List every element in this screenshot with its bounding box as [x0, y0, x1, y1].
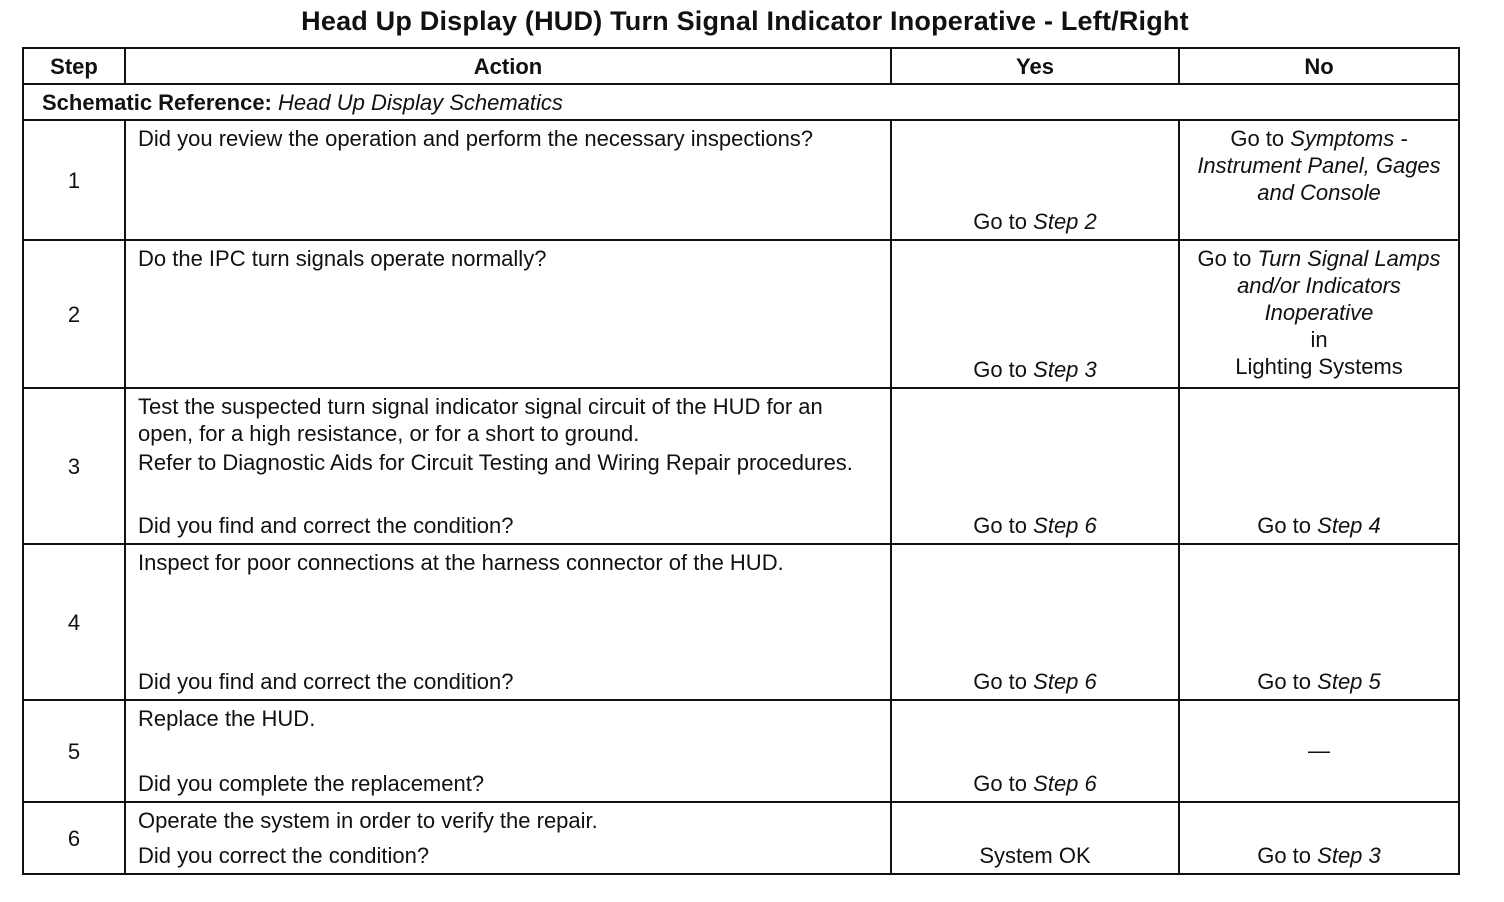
- step-number: 1: [23, 120, 125, 240]
- action-question: Did you correct the condition?: [138, 843, 430, 868]
- table-row: [23, 388, 1459, 544]
- schematic-reference-row: [23, 84, 1459, 120]
- no-cell: [1179, 802, 1459, 874]
- no-symptoms-link[interactable]: Symptoms - Instrument Panel, Gages and Console: [1197, 126, 1441, 205]
- table-row: [23, 544, 1459, 700]
- yes-cell: [891, 544, 1179, 700]
- action-text: Operate the system in order to verify the repair.: [138, 808, 598, 833]
- yes-cell: [891, 240, 1179, 388]
- header-action: Action: [125, 48, 891, 84]
- no-prefix: Go to: [1257, 669, 1312, 694]
- header-yes: Yes: [891, 48, 1179, 84]
- step-number: 3: [23, 388, 125, 544]
- step-number: 6: [23, 802, 125, 874]
- action-cell: [125, 120, 891, 240]
- no-step-link[interactable]: Step 5: [1317, 669, 1381, 694]
- action-cell: [125, 544, 891, 700]
- yes-cell: [891, 388, 1179, 544]
- action-cell: [125, 700, 891, 802]
- yes-step-link[interactable]: Step 6: [1033, 513, 1097, 538]
- no-suffix: in Lighting Systems: [1235, 327, 1403, 379]
- action-question: Did you find and correct the condition?: [138, 669, 514, 694]
- yes-step-link[interactable]: Step 6: [1033, 771, 1097, 796]
- no-cell: [1179, 388, 1459, 544]
- no-prefix: Go to: [1197, 246, 1252, 271]
- yes-step-link[interactable]: Step 2: [1033, 209, 1097, 234]
- action-cell: [125, 802, 891, 874]
- table-row: [23, 240, 1459, 388]
- yes-cell: [891, 120, 1179, 240]
- yes-cell: [891, 700, 1179, 802]
- no-cell: [1179, 700, 1459, 802]
- table-row: [23, 802, 1459, 874]
- no-cell: [1179, 544, 1459, 700]
- step-number: 4: [23, 544, 125, 700]
- action-question: Did you complete the replacement?: [138, 771, 485, 796]
- yes-prefix: Go to: [973, 357, 1028, 382]
- action-cell: [125, 388, 891, 544]
- yes-prefix: Go to: [973, 209, 1028, 234]
- no-cell: [1179, 240, 1459, 388]
- yes-prefix: Go to: [973, 771, 1028, 796]
- step-number: 2: [23, 240, 125, 388]
- yes-system-ok: System OK: [979, 843, 1091, 868]
- no-turn-signal-link[interactable]: Turn Signal Lamps and/or Indicators Inoperative: [1237, 246, 1441, 325]
- diagnostic-table: [22, 47, 1460, 875]
- no-step-link[interactable]: Step 3: [1317, 843, 1381, 868]
- schematic-reference-label: Schematic Reference:: [42, 89, 272, 115]
- schematic-reference-link[interactable]: Head Up Display Schematics: [278, 89, 563, 115]
- yes-step-link[interactable]: Step 6: [1033, 669, 1097, 694]
- action-text: Replace the HUD.: [138, 706, 316, 731]
- yes-cell: [891, 802, 1179, 874]
- header-no: No: [1179, 48, 1459, 84]
- page-title: Head Up Display (HUD) Turn Signal Indicator Inoperative - Left/Right: [301, 6, 1189, 36]
- action-text: Test the suspected turn signal indicator signal circuit of the HUD for an open, for a high resistance, or for a short to ground.: [138, 394, 823, 446]
- no-prefix: Go to: [1257, 513, 1312, 538]
- action-text: Refer to Diagnostic Aids for Circuit Testing and Wiring Repair procedures.: [138, 450, 853, 475]
- no-prefix: Go to: [1230, 126, 1285, 151]
- yes-prefix: Go to: [973, 513, 1028, 538]
- action-cell: [125, 240, 891, 388]
- no-prefix: Go to: [1257, 843, 1312, 868]
- yes-step-link[interactable]: Step 3: [1033, 357, 1097, 382]
- action-text: Inspect for poor connections at the harness connector of the HUD.: [138, 550, 784, 575]
- step-number: 5: [23, 700, 125, 802]
- action-question: Did you find and correct the condition?: [138, 513, 514, 538]
- no-step-link[interactable]: Step 4: [1317, 513, 1381, 538]
- header-step: Step: [23, 48, 125, 84]
- table-row: [23, 120, 1459, 240]
- yes-prefix: Go to: [973, 669, 1028, 694]
- no-dash: —: [1308, 737, 1330, 763]
- table-row: [23, 700, 1459, 802]
- header-row: [23, 48, 1459, 84]
- action-text: Did you review the operation and perform the necessary inspections?: [138, 126, 814, 151]
- action-text: Do the IPC turn signals operate normally?: [138, 246, 547, 271]
- no-cell: [1179, 120, 1459, 240]
